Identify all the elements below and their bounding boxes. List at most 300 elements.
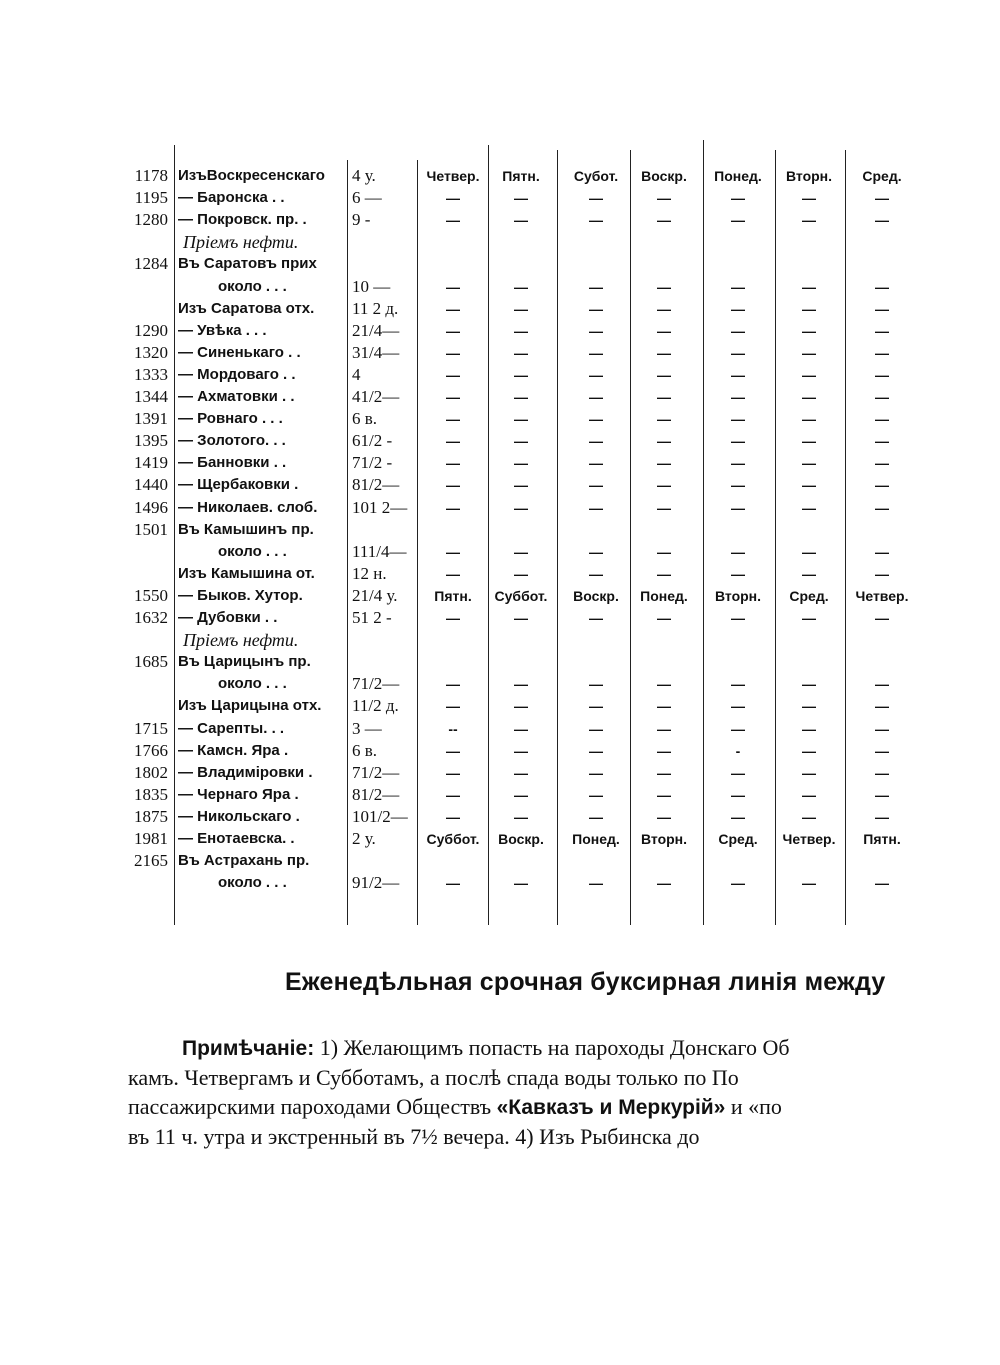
departure-time: 3 —: [352, 718, 382, 738]
column-rule: [417, 160, 418, 925]
departure-time: 51 2 -: [352, 608, 392, 627]
schedule-row: [0, 541, 1000, 563]
weekday-cell: —: [514, 499, 528, 516]
weekday-cell: [628, 629, 700, 651]
weekday-cell: —: [802, 720, 816, 737]
note-line-3-a: пассажирскими пароходами Обществъ: [128, 1094, 497, 1119]
weekday-cell: —: [802, 278, 816, 295]
weekday-cell: —: [657, 808, 671, 825]
weekday-cell: —: [446, 411, 460, 428]
weekday-cell: —: [446, 322, 460, 339]
weekday-cell: [560, 519, 632, 541]
weekday-cell: —: [875, 786, 889, 803]
weekday-cell: Понед.: [714, 168, 762, 184]
weekday-cell: —: [731, 322, 745, 339]
weekday-cell: —: [657, 278, 671, 295]
weekday-cell: —: [875, 742, 889, 759]
weekday-cell: [773, 850, 845, 872]
weekday-cell: —: [446, 344, 460, 361]
station-name: — Увѣка . . .: [178, 321, 267, 339]
weekday-cell: Четвер.: [855, 587, 909, 604]
schedule-row: [0, 209, 1000, 231]
weekday-cell: —: [657, 786, 671, 803]
weekday-cell: —: [589, 389, 603, 405]
schedule-row: [0, 872, 1000, 894]
note-line-1-text: 1) Желающимъ попасть на пароходы Донскаго Об: [314, 1035, 790, 1060]
verst-distance: [118, 872, 168, 894]
station-name: Изъ Саратова отх.: [178, 299, 315, 317]
weekday-cell: —: [731, 389, 745, 405]
weekday-cell: [485, 850, 557, 872]
weekday-cell: —: [731, 676, 745, 693]
station-name: — Ахматовки . .: [178, 388, 295, 405]
departure-time: 9 -: [352, 210, 371, 230]
weekday-cell: [560, 629, 632, 651]
weekday-cell: —: [589, 322, 603, 339]
weekday-cell: [702, 850, 774, 872]
weekday-cell: —: [657, 676, 671, 693]
weekday-cell: —: [589, 742, 603, 759]
weekday-cell: —: [731, 455, 745, 472]
departure-time: 61/2 -: [352, 431, 393, 451]
departure-time: 71/2—: [352, 762, 400, 782]
column-rule: [488, 145, 489, 925]
schedule-row: [0, 253, 1000, 275]
verst-distance: 1333: [134, 364, 168, 384]
weekday-cell: —: [446, 433, 460, 450]
weekday-cell: Сред.: [789, 587, 829, 604]
station-name: около . . .: [218, 542, 287, 560]
weekday-cell: —: [589, 411, 603, 428]
departure-time: 4 у.: [352, 166, 376, 185]
verst-distance: [118, 541, 168, 563]
weekday-cell: —: [802, 344, 816, 361]
weekday-cell: —: [514, 322, 528, 339]
schedule-row: [0, 430, 1000, 452]
weekday-cell: —: [731, 565, 745, 582]
weekday-cell: Вторн.: [640, 831, 688, 847]
weekday-cell: —: [514, 742, 528, 759]
weekday-cell: Сред.: [862, 168, 902, 184]
weekday-cell: —: [657, 366, 671, 383]
weekday-cell: —: [802, 300, 816, 317]
weekday-cell: —: [657, 477, 671, 494]
station-name: — Синенькаго . .: [178, 343, 301, 361]
schedule-row: [0, 806, 1000, 828]
schedule-row: [0, 828, 1000, 850]
verst-distance: 1550: [134, 585, 168, 605]
weekday-cell: —: [446, 808, 460, 825]
verst-distance: 1395: [134, 431, 168, 451]
weekday-cell: [485, 253, 557, 275]
column-rule: [557, 150, 558, 925]
departure-time: 4: [352, 364, 361, 384]
station-name: Пріемъ нефти.: [183, 630, 299, 651]
schedule-row: [0, 629, 1000, 651]
weekday-cell: —: [875, 477, 889, 494]
weekday-cell: —: [731, 344, 745, 361]
schedule-row: [0, 740, 1000, 762]
weekday-cell: —: [514, 720, 528, 737]
station-name: — Енотаевска. .: [178, 830, 295, 847]
note-line-1: [128, 1033, 928, 1063]
weekday-cell: —: [802, 786, 816, 803]
weekday-cell: —: [731, 300, 745, 317]
schedule-row: [0, 386, 1000, 408]
departure-time: [352, 253, 418, 275]
schedule-row: [0, 762, 1000, 784]
weekday-cell: —: [731, 366, 745, 383]
station-name: — Щербаковки .: [178, 476, 299, 494]
weekday-cell: —: [731, 278, 745, 295]
verst-distance: 2165: [134, 851, 168, 871]
weekday-cell: —: [875, 411, 889, 428]
weekday-cell: —: [514, 300, 528, 317]
weekday-cell: —: [657, 433, 671, 450]
verst-distance: [118, 673, 168, 695]
weekday-cell: —: [514, 344, 528, 361]
weekday-cell: —: [731, 808, 745, 825]
weekday-cell: —: [802, 366, 816, 383]
weekday-cell: —: [875, 764, 889, 781]
schedule-row: [0, 452, 1000, 474]
weekday-cell: —: [802, 565, 816, 582]
schedule-row: [0, 519, 1000, 541]
weekday-cell: [628, 253, 700, 275]
weekday-cell: —: [514, 433, 528, 450]
departure-time: 81/2—: [352, 475, 400, 495]
weekday-cell: —: [514, 389, 528, 405]
weekday-cell: —: [514, 698, 528, 715]
weekday-cell: —: [514, 190, 528, 207]
weekday-cell: [846, 651, 918, 673]
weekday-cell: [702, 629, 774, 651]
departure-time: 6 в.: [352, 740, 378, 760]
weekday-cell: —: [589, 720, 603, 737]
weekday-cell: —: [731, 720, 745, 737]
weekday-cell: —: [446, 300, 460, 317]
weekday-cell: —: [731, 411, 745, 428]
weekday-cell: —: [875, 389, 889, 405]
weekday-cell: —: [446, 543, 460, 560]
departure-time: 101/2—: [352, 806, 408, 826]
weekday-cell: —: [446, 786, 460, 803]
schedule-row: [0, 408, 1000, 430]
station-name: — Ровнаго . . .: [178, 410, 283, 428]
schedule-row: [0, 607, 1000, 629]
weekday-cell: [702, 519, 774, 541]
weekday-cell: [417, 629, 489, 651]
weekday-cell: —: [589, 278, 603, 295]
verst-distance: [118, 298, 168, 320]
weekday-cell: [773, 629, 845, 651]
weekday-cell: [485, 231, 557, 253]
verst-distance: [118, 276, 168, 298]
station-name: — Чернаго Яра .: [178, 785, 299, 803]
weekday-cell: —: [589, 764, 603, 781]
weekday-cell: —: [802, 477, 816, 494]
weekday-cell: —: [446, 212, 460, 229]
verst-distance: 1195: [134, 188, 168, 208]
weekday-cell: Четвер.: [426, 168, 480, 184]
weekday-cell: —: [875, 543, 889, 560]
verst-distance: [118, 563, 168, 585]
departure-time: 21/4—: [352, 320, 400, 340]
weekday-cell: —: [589, 698, 603, 715]
weekday-cell: —: [875, 322, 889, 339]
station-name: ИзъВоскресенскаго: [178, 167, 325, 184]
weekday-cell: —: [446, 366, 460, 383]
verst-distance: 1685: [134, 652, 168, 672]
weekday-cell: —: [657, 190, 671, 207]
weekday-cell: [485, 651, 557, 673]
weekday-cell: [702, 231, 774, 253]
section-heading: Еженедѣльная срочная буксирная линія между: [285, 968, 886, 996]
departure-time: 41/2—: [352, 387, 400, 406]
verst-distance: 1875: [134, 806, 168, 826]
station-name: Въ Астрахань пр.: [178, 852, 310, 870]
weekday-cell: —: [657, 610, 671, 626]
weekday-cell: [628, 519, 700, 541]
weekday-cell: —: [446, 190, 460, 207]
weekday-cell: —: [731, 499, 745, 516]
weekday-cell: —: [446, 764, 460, 781]
departure-time: 71/2—: [352, 674, 400, 694]
verst-distance: 1802: [134, 762, 168, 782]
weekday-cell: —: [589, 543, 603, 560]
weekday-cell: —: [802, 433, 816, 450]
weekday-cell: —: [802, 676, 816, 693]
weekday-cell: —: [446, 278, 460, 295]
weekday-cell: —: [589, 808, 603, 825]
departure-time: 6 —: [352, 188, 382, 208]
schedule-row: [0, 298, 1000, 320]
departure-time: [352, 519, 418, 541]
weekday-cell: —: [446, 676, 460, 693]
departure-time: 2 у.: [352, 829, 376, 848]
weekday-cell: [628, 231, 700, 253]
weekday-cell: Пятн.: [434, 587, 472, 604]
weekday-cell: [560, 253, 632, 275]
weekday-cell: —: [802, 212, 816, 229]
station-name: Въ Камышинъ пр.: [178, 520, 314, 538]
weekday-cell: —: [589, 499, 603, 516]
weekday-cell: [846, 629, 918, 651]
weekday-cell: —: [446, 698, 460, 715]
column-rule: [174, 145, 175, 925]
weekday-cell: —: [875, 366, 889, 383]
station-name: Пріемъ нефти.: [183, 232, 299, 253]
departure-time: 12 н.: [352, 563, 387, 583]
verst-distance: 1284: [134, 254, 168, 274]
weekday-cell: —: [446, 389, 460, 405]
verst-distance: 1280: [134, 210, 168, 230]
weekday-cell: —: [514, 764, 528, 781]
weekday-cell: [846, 850, 918, 872]
verst-distance: [118, 231, 168, 253]
departure-time: 11 2 д.: [352, 298, 399, 318]
weekday-cell: —: [802, 764, 816, 781]
weekday-cell: —: [514, 411, 528, 428]
weekday-cell: —: [875, 565, 889, 582]
weekday-cell: —: [731, 190, 745, 207]
weekday-cell: Четвер.: [782, 831, 836, 847]
station-name: Изъ Камышина от.: [178, 564, 315, 582]
weekday-cell: Воскр.: [573, 587, 619, 604]
verst-distance: 1632: [134, 608, 168, 627]
weekday-cell: —: [875, 808, 889, 825]
weekday-cell: —: [657, 698, 671, 715]
weekday-cell: —: [657, 344, 671, 361]
weekday-cell: —: [446, 499, 460, 516]
column-rule: [703, 140, 704, 925]
weekday-cell: Вторн.: [714, 587, 762, 604]
weekday-cell: —: [589, 344, 603, 361]
weekday-cell: —: [802, 322, 816, 339]
note-line-3-b: «Кавказъ и Меркурій»: [496, 1096, 726, 1119]
weekday-cell: [417, 850, 489, 872]
schedule-row: [0, 784, 1000, 806]
weekday-cell: —: [875, 610, 889, 626]
weekday-cell: —: [589, 212, 603, 229]
weekday-cell: [773, 253, 845, 275]
departure-time: [352, 231, 418, 253]
weekday-cell: —: [657, 499, 671, 516]
verst-distance: 1496: [134, 497, 168, 517]
departure-time: [352, 629, 418, 651]
weekday-cell: —: [657, 300, 671, 317]
column-rule: [347, 160, 348, 925]
weekday-cell: Вторн.: [785, 168, 833, 184]
weekday-cell: —: [514, 477, 528, 494]
weekday-cell: —: [589, 455, 603, 472]
weekday-cell: [417, 231, 489, 253]
station-name: — Дубовки . .: [178, 609, 278, 626]
schedule-row: [0, 165, 1000, 187]
weekday-cell: —: [657, 764, 671, 781]
weekday-cell: —: [589, 565, 603, 582]
station-name: около . . .: [218, 277, 287, 295]
weekday-cell: —: [657, 212, 671, 229]
weekday-cell: —: [875, 875, 889, 892]
schedule-row: [0, 187, 1000, 209]
verst-distance: 1835: [134, 784, 168, 804]
weekday-cell: [846, 231, 918, 253]
schedule-row: [0, 231, 1000, 253]
column-rule: [630, 150, 631, 925]
weekday-cell: —: [589, 786, 603, 803]
weekday-cell: —: [802, 610, 816, 626]
schedule-row: [0, 364, 1000, 386]
weekday-cell: -: [735, 742, 741, 759]
weekday-cell: —: [875, 720, 889, 737]
station-name: Въ Царицынъ пр.: [178, 653, 311, 671]
weekday-cell: —: [514, 786, 528, 803]
weekday-cell: —: [875, 300, 889, 317]
weekday-cell: —: [875, 499, 889, 516]
weekday-cell: [560, 231, 632, 253]
weekday-cell: —: [657, 455, 671, 472]
weekday-cell: —: [731, 610, 745, 626]
schedule-row: [0, 474, 1000, 496]
weekday-cell: —: [875, 212, 889, 229]
weekday-cell: Понед.: [640, 587, 688, 604]
departure-time: 111/4—: [352, 541, 407, 561]
note-line-4: въ 11 ч. утра и экстренный въ 7½ вечера. 4) Изъ Рыбинска до: [128, 1124, 700, 1149]
station-name: Въ Саратовъ прих: [178, 255, 317, 273]
weekday-cell: —: [802, 455, 816, 472]
schedule-row: [0, 342, 1000, 364]
departure-time: 71/2 -: [352, 453, 393, 473]
weekday-cell: —: [657, 411, 671, 428]
weekday-cell: —: [802, 499, 816, 516]
weekday-cell: —: [514, 212, 528, 229]
weekday-cell: —: [875, 278, 889, 295]
verst-distance: 1178: [134, 166, 168, 185]
weekday-cell: —: [657, 389, 671, 405]
note-line-2: камъ. Четвергамъ и Субботамъ, а послѣ спада воды только по По: [128, 1065, 739, 1090]
weekday-cell: —: [657, 543, 671, 560]
weekday-cell: —: [731, 698, 745, 715]
station-name: около . . .: [218, 874, 287, 892]
note-paragraph: [128, 1033, 928, 1151]
departure-time: 10 —: [352, 276, 391, 296]
weekday-cell: —: [875, 433, 889, 450]
weekday-cell: —: [875, 455, 889, 472]
weekday-cell: —: [731, 477, 745, 494]
weekday-cell: —: [657, 875, 671, 892]
station-name: — Мордоваго . .: [178, 365, 296, 383]
weekday-cell: —: [514, 455, 528, 472]
weekday-cell: [628, 651, 700, 673]
note-label: Примѣчаніе:: [182, 1037, 315, 1060]
weekday-cell: —: [802, 808, 816, 825]
weekday-cell: [702, 651, 774, 673]
weekday-cell: —: [446, 455, 460, 472]
column-rule: [845, 150, 846, 925]
verst-distance: 1501: [134, 519, 168, 539]
weekday-cell: —: [589, 190, 603, 207]
weekday-cell: —: [514, 808, 528, 825]
weekday-cell: —: [514, 366, 528, 383]
weekday-cell: --: [448, 720, 458, 737]
weekday-cell: —: [875, 344, 889, 361]
weekday-cell: Пятн.: [863, 831, 901, 847]
verst-distance: [118, 629, 168, 651]
weekday-cell: Суббот.: [426, 831, 480, 847]
weekday-cell: —: [657, 720, 671, 737]
weekday-cell: —: [514, 676, 528, 693]
weekday-cell: —: [657, 742, 671, 759]
weekday-cell: —: [589, 366, 603, 383]
verst-distance: 1290: [134, 320, 168, 340]
schedule-row: [0, 718, 1000, 740]
verst-distance: 1715: [134, 718, 168, 738]
station-name: около . . .: [218, 675, 287, 693]
weekday-cell: —: [875, 698, 889, 715]
verst-distance: 1766: [134, 740, 168, 760]
station-name: Изъ Царицына отх.: [178, 697, 322, 715]
weekday-cell: —: [514, 278, 528, 295]
weekday-cell: —: [802, 190, 816, 207]
note-line-3: [128, 1092, 928, 1122]
weekday-cell: Пятн.: [502, 168, 540, 184]
weekday-cell: —: [589, 610, 603, 626]
station-name: — Баронска . .: [178, 189, 285, 207]
weekday-cell: —: [446, 477, 460, 494]
verst-distance: 1391: [134, 409, 168, 429]
weekday-cell: —: [731, 543, 745, 560]
